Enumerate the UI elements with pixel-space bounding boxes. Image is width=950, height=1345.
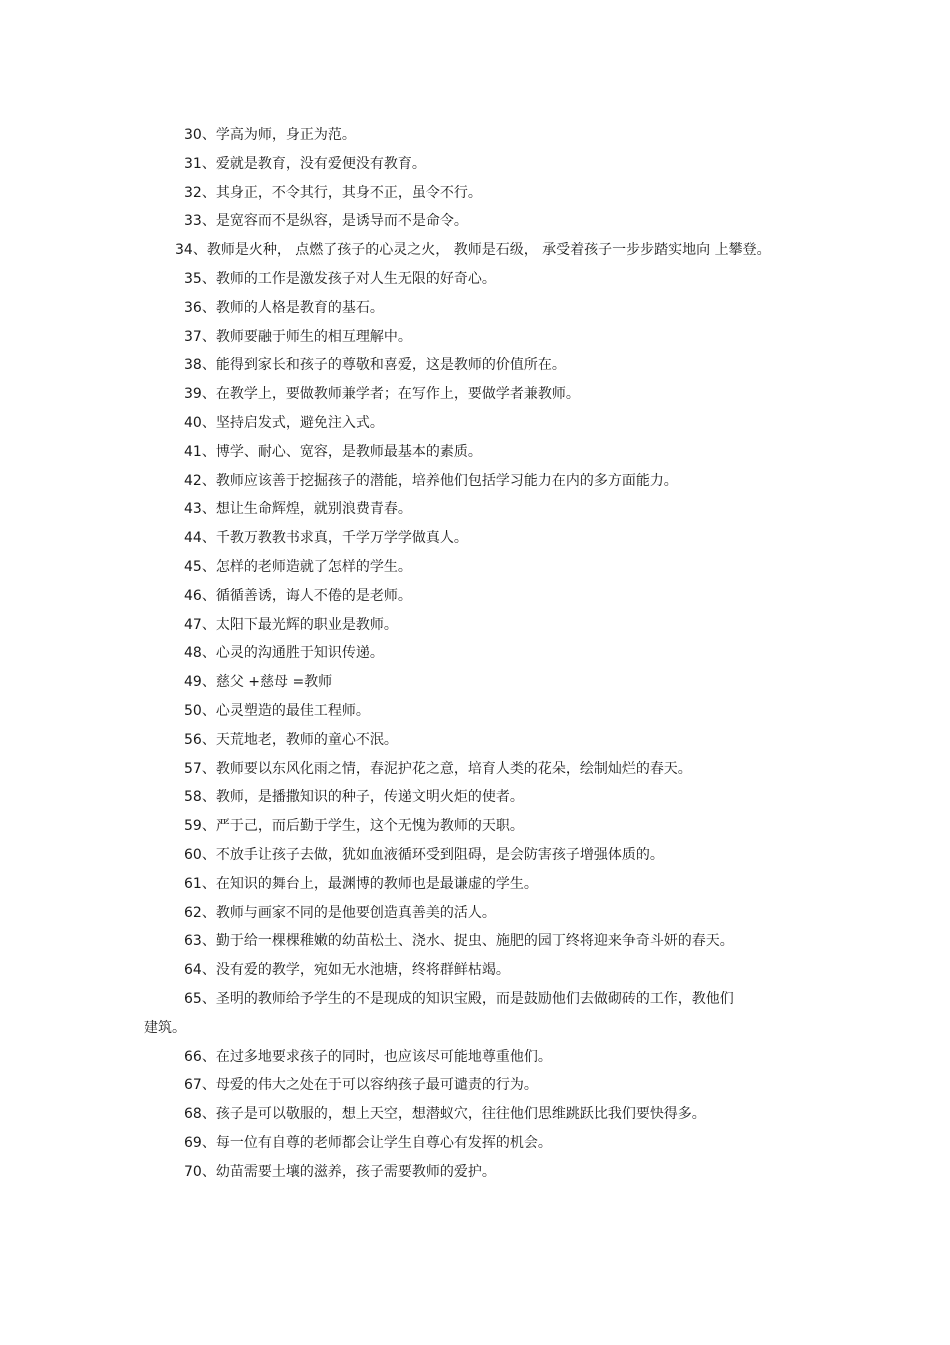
quote-item: 68、孩子是可以敬服的，想上天空，想潜蚁穴，往往他们思维跳跃比我们要快得多。 [184,1106,706,1123]
quote-item: 65、圣明的教师给予学生的不是现成的知识宝殿，而是鼓励他们去做砌砖的工作，教他们建筑。 [144,990,734,1036]
quote-item: 67、母爱的伟大之处在于可以容纳孩子最可谴责的行为。 [184,1077,538,1094]
quote-item: 57、教师要以东风化雨之情，春泥护花之意，培育人类的花朵，绘制灿烂的春天。 [184,760,692,777]
quote-item: 34、教师是火种， 点燃了孩子的心灵之火， 教师是石级， 承受着孩子一步步踏实地向 上攀登。 [175,242,771,259]
quote-item: 46、循循善诱，诲人不倦的是老师。 [184,587,412,604]
quote-item: 50、心灵塑造的最佳工程师。 [184,702,370,719]
quote-item: 49、慈父 +慈母 =教师 [184,674,333,691]
quote-item: 35、教师的工作是激发孩子对人生无限的好奇心。 [184,270,496,287]
quote-item: 47、太阳下最光辉的职业是教师。 [184,616,398,633]
quote-item: 32、其身正，不令其行，其身不正，虽令不行。 [184,184,482,201]
quote-item: 70、幼苗需要土壤的滋养，孩子需要教师的爱护。 [184,1163,496,1180]
quote-item: 69、每一位有自尊的老师都会让学生自尊心有发挥的机会。 [184,1134,552,1151]
quote-item: 66、在过多地要求孩子的同时，也应该尽可能地尊重他们。 [184,1048,552,1065]
quote-item: 30、学高为师，身正为范。 [184,127,356,143]
quote-item: 36、教师的人格是教育的基石。 [184,299,384,316]
quote-item: 37、教师要融于师生的相互理解中。 [184,328,412,345]
quote-list [144,121,844,1186]
quote-item: 60、不放手让孩子去做，犹如血液循环受到阻碍，是会防害孩子增强体质的。 [184,846,664,863]
quote-item: 64、没有爱的教学，宛如无水池塘，终将群鲜枯竭。 [184,962,510,979]
quote-item: 61、在知识的舞台上，最渊博的教师也是最谦虚的学生。 [184,875,538,892]
quote-item: 44、千教万教教书求真，千学万学学做真人。 [184,530,468,547]
quote-item: 63、勤于给一棵棵稚嫩的幼苗松土、浇水、捉虫、施肥的园丁终将迎来争奇斗妍的春天。 [184,933,734,950]
quote-item: 41、博学、耐心、宽容，是教师最基本的素质。 [184,443,482,460]
quote-item: 43、想让生命辉煌，就别浪费青春。 [184,501,412,518]
quote-item: 40、坚持启发式，避免注入式。 [184,414,384,431]
quote-item: 59、严于己，而后勤于学生，这个无愧为教师的天职。 [184,818,524,835]
quote-item: 58、教师，是播撒知识的种子，传递文明火炬的使者。 [184,789,524,806]
quote-item: 31、爱就是教育，没有爱便没有教育。 [184,155,426,172]
quote-item: 42、教师应该善于挖掘孩子的潜能，培养他们包括学习能力在内的多方面能力。 [184,472,678,489]
quote-item: 45、怎样的老师造就了怎样的学生。 [184,558,412,575]
quote-item: 56、天荒地老，教师的童心不泯。 [184,731,398,748]
quote-item: 62、教师与画家不同的是他要创造真善美的活人。 [184,904,496,921]
quote-item: 33、是宽容而不是纵容，是诱导而不是命令。 [184,213,468,230]
quote-item: 38、能得到家长和孩子的尊敬和喜爱，这是教师的价值所在。 [184,357,566,374]
quote-item: 48、心灵的沟通胜于知识传递。 [184,645,384,662]
quote-item: 39、在教学上，要做教师兼学者；在写作上，要做学者兼教师。 [184,386,580,403]
